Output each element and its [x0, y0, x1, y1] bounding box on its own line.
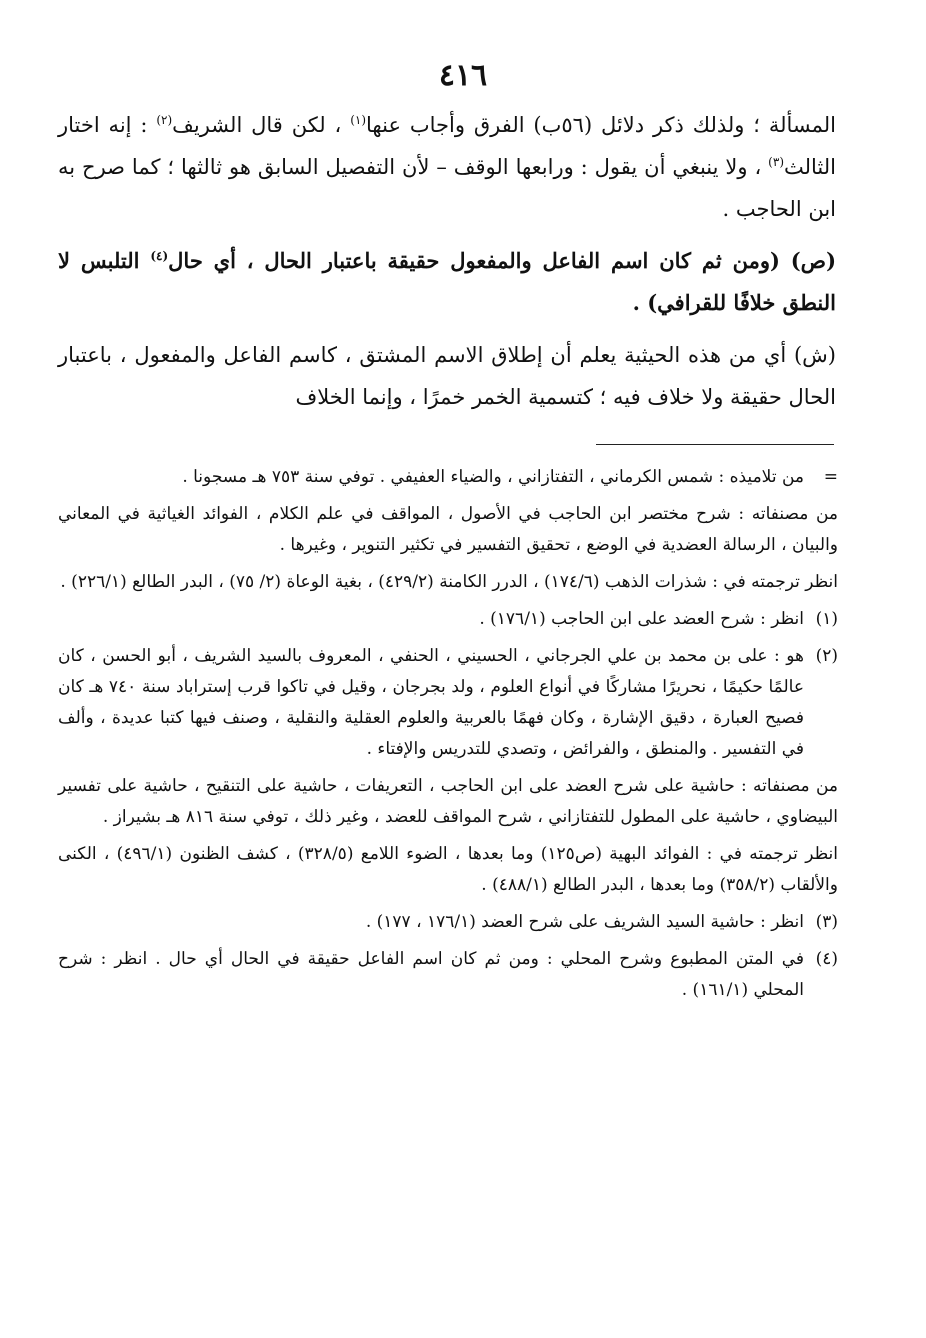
paragraph-1: [58, 104, 836, 230]
footnote-ref-1[interactable]: (١): [350, 113, 367, 127]
footnote-4-marker: (٤): [815, 949, 838, 969]
paragraph-2-part-a: (ص) (ومن ثم كان اسم الفاعل والمفعول حقيقة باعتبار الحال ، أي حال: [168, 248, 837, 273]
footnote-2-marker: (٢): [815, 646, 838, 666]
page-number: ٤١٦: [438, 58, 488, 93]
footnote-2-text-1: هو : على بن محمد بن علي الجرجاني ، الحسيني ، الحنفي ، المعروف بالسيد الشريف ، أبو الحسن ، كان عالمًا حكيمًا ، نحريرًا مشاركًا في أنواع العلوم ، ولد بجرجان ، وقيل في تاكوا قرب إستراباد سنة ٧٤٠ هـ كان فصيح العبارة ، دقيق الإشارة ، وكان فهمًا بالعربية والعلوم العقلية والنقلية ، وصنف فيها كتبا عديدة ، وألف في التفسير . والمنطق ، والفرائض ، وتصدي للتدريس والإفتاء .: [58, 646, 804, 759]
paragraph-2-part-b: التلبس لا النطق خلافًا للقرافي) .: [58, 248, 836, 315]
paragraph-1-part-b: ، لكن قال الشريف: [172, 113, 351, 137]
footnote-continuation-text-1: من تلاميذه : شمس الكرماني ، التفتازاني ، والضياء العفيفي . توفي سنة ٧٥٣ هـ مسجونا .: [182, 467, 804, 487]
footnote-3-marker: (٣): [815, 912, 838, 932]
footnote-2-text-3: انظر ترجمته في : الفوائد البهية (ص١٢٥) وما بعدها ، الضوء اللامع (٣٢٨/٥) ، كشف الظنون (٤٩٦/١) ، الكنى والألقاب (٣٥٨/٢) وما بعدها ، البدر الطالع (٤٨٨/١) .: [58, 844, 838, 895]
paragraph-1-part-d: ، ولا ينبغي أن يقول : ورابعها الوقف – لأن التفصيل السابق هو ثالثها ؛ كما صرح به ابن الحاجب .: [58, 155, 836, 221]
footnote-ref-2[interactable]: (٢): [156, 113, 173, 127]
footnote-continuation-text-2: من مصنفاته : شرح مختصر ابن الحاجب في الأصول ، المواقف في علم الكلام ، الفوائد الغياثية في المعاني والبيان ، الرسالة العضدية في الوضع ، تحقيق التفسير في تكثير التنوير ، وغيرها .: [58, 504, 838, 555]
footnote-3-text: انظر : حاشية السيد الشريف على شرح العضد (١٧٦/١ ، ١٧٧) .: [365, 912, 804, 932]
footnote-2-sources: [58, 839, 838, 901]
footnote-4-text: في المتن المطبوع وشرح المحلي : ومن ثم كان اسم الفاعل حقيقة في الحال أي حال . انظر : شرح المحلي (١٦١/١) .: [58, 949, 804, 1000]
footnote-4: [58, 944, 838, 1006]
footnote-2: [58, 641, 838, 765]
footnote-continuation-2: [58, 499, 838, 561]
footnotes: [58, 462, 838, 1012]
footnote-continuation: [58, 462, 838, 493]
footnote-2-text-2: من مصنفاته : حاشية على شرح العضد على ابن الحاجب ، التعريفات ، حاشية على التنقيح ، حاشية على تفسير البيضاوي ، حاشية على المطول للتفتازاني ، شرح المواقف للعضد ، وغير ذلك ، توفي سنة ٨١٦ هـ بشيراز .: [58, 776, 838, 827]
footnote-1-text: انظر : شرح العضد على ابن الحاجب (١٧٦/١) .: [479, 609, 804, 629]
footnote-separator: [596, 444, 834, 445]
paragraph-2-matn: [58, 240, 836, 324]
main-text: [58, 104, 836, 418]
footnote-3: [58, 907, 838, 938]
footnote-ref-4[interactable]: (٤): [150, 249, 169, 263]
paragraph-3-sharh: (ش) أي من هذه الحيثية يعلم أن إطلاق الاسم المشتق ، كاسم الفاعل والمفعول ، باعتبار الحال حقيقة ولا خلاف فيه ؛ كتسمية الخمر خمرًا ، وإنما الخلاف: [58, 343, 836, 409]
footnote-2-works: [58, 771, 838, 833]
footnote-1: [58, 604, 838, 635]
paragraph-1-part-a: المسألة ؛ ولذلك ذكر دلائل (٥٦ب) الفرق وأجاب عنها: [366, 113, 837, 137]
footnote-continuation-text-3: انظر ترجمته في : شذرات الذهب (١٧٤/٦) ، الدرر الكامنة (٤٢٩/٢) ، بغية الوعاة (٢/ ٧٥) ، البدر الطالع (٢٢٦/١) .: [60, 572, 838, 592]
footnote-ref-3[interactable]: (٣): [768, 155, 784, 169]
paragraph-1-part-c: : إنه اختار الثالث: [58, 113, 836, 179]
footnote-continuation-3: [58, 567, 838, 598]
footnote-1-marker: (١): [815, 609, 838, 629]
footnote-continuation-marker: =: [823, 467, 838, 487]
